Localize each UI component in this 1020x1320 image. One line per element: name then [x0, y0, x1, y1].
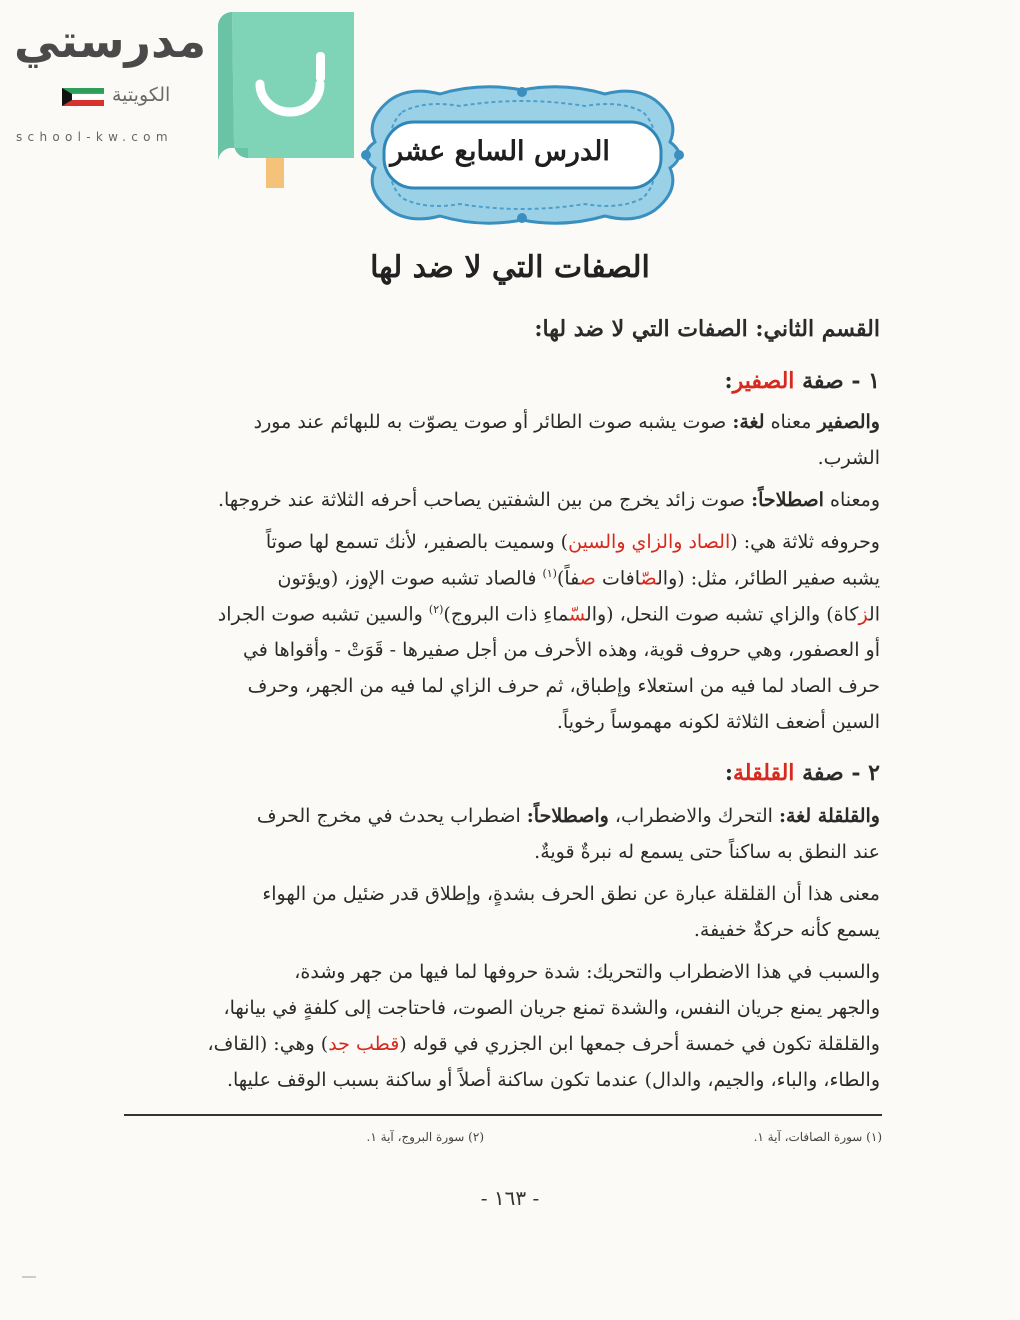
safir-line-3: ومعناه اصطلاحاً: صوت زائد يخرج من بين الشفتين يصاحب أحرفه الثلاثة عند خروجها. — [217, 489, 880, 511]
safir-line-2: الشرب. — [817, 447, 880, 469]
safir-line-7: أو العصفور، وهي حروف قوية، وهذه الأحرف من أجل صفيرها - قَوَتْ - وأقواها في — [242, 639, 880, 661]
logo-url: school-kw.com — [16, 130, 173, 144]
safir-line-6: الزكاة) والزاي تشبه صوت النحل، (والسّماءِ ذات البروج)$^{(٢)}$ والسين تشبه صوت الجراد — [217, 603, 880, 626]
qalqala-line-6: والجهر يمنع جريان النفس، والشدة تمنع جريان الصوت، فاحتاجت إلى كلفةٍ في بيانها، — [223, 997, 880, 1019]
safir-heading — [724, 368, 880, 394]
safir-line-8: حرف الصاد لما فيه من استعلاء وإطباق، ثم حرف الزاي لما فيه من الجهر، وحرف — [247, 675, 880, 697]
book-mark-icon — [218, 12, 354, 188]
qalqala-line-1: والقلقلة لغة: التحرك والاضطراب، واصطلاحاً: اضطراب يحدث في مخرج الحرف — [256, 805, 880, 827]
safir-name: الصفير — [732, 368, 795, 394]
margin-mark — [22, 1276, 36, 1278]
lesson-title: الصفات التي لا ضد لها — [370, 250, 650, 285]
safir-line-9: السين أضعف الثلاثة لكونه مهموساً رخوياً. — [556, 711, 880, 733]
qalqala-number: ٢ - — [851, 760, 880, 786]
qalqala-label: صفة — [802, 760, 844, 786]
logo-subtitle: الكويتية — [112, 84, 171, 106]
kuwait-flag-icon — [62, 88, 104, 106]
footnote-1: (١) سورة الصافات، آية ١. — [753, 1130, 882, 1144]
page-number: - ١٦٣ - — [480, 1186, 540, 1210]
section-heading: القسم الثاني: الصفات التي لا ضد لها: — [534, 316, 880, 342]
qalqala-line-7: والقلقلة تكون في خمسة أحرف جمعها ابن الجزري في قوله (قطب جد) وهي: (القاف، — [207, 1033, 880, 1055]
qalqala-name: القلقلة — [732, 760, 795, 786]
qalqala-line-4: يسمع كأنه حركةٌ خفيفة. — [693, 919, 880, 941]
qalqala-colon: : — [724, 760, 733, 786]
safir-line-4: وحروفه ثلاثة هي: (الصاد والزاي والسين) وسميت بالصفير، لأنك تسمع لها صوتاً — [265, 531, 880, 553]
lesson-number-title: الدرس السابع عشر — [390, 136, 610, 167]
safir-label: صفة — [802, 368, 844, 394]
qalqala-line-3: معنى هذا أن القلقلة عبارة عن نطق الحرف بشدةٍ، وإطلاق قدر ضئيل من الهواء — [262, 883, 880, 905]
footnote-divider — [124, 1114, 882, 1116]
qalqala-line-2: عند النطق به ساكناً حتى يسمع له نبرةٌ قويةٌ. — [534, 841, 880, 863]
safir-number: ١ - — [851, 368, 880, 394]
safir-line-5: يشبه صفير الطائر، مثل: (والصّافات صفاً)$^{(١)}$ فالصاد تشبه صوت الإوز، (ويؤتون — [277, 567, 880, 590]
safir-line-1: والصفير معناه لغة: صوت يشبه صوت الطائر أو صوت يصوّت به للبهائم عند مورد — [253, 411, 880, 433]
logo-name: مدرستي — [14, 14, 207, 68]
qalqala-line-8: والطاء، والباء، والجيم، والدال) عندما تكون ساكنة أصلاً أو ساكنة بسبب الوقف عليها. — [226, 1069, 880, 1091]
qalqala-heading — [725, 760, 880, 786]
safir-colon: : — [724, 368, 733, 394]
qalqala-line-5: والسبب في هذا الاضطراب والتحريك: شدة حروفها لما فيها من جهر وشدة، — [294, 961, 880, 983]
footnote-2: (٢) سورة البروج، آية ١. — [366, 1130, 484, 1144]
